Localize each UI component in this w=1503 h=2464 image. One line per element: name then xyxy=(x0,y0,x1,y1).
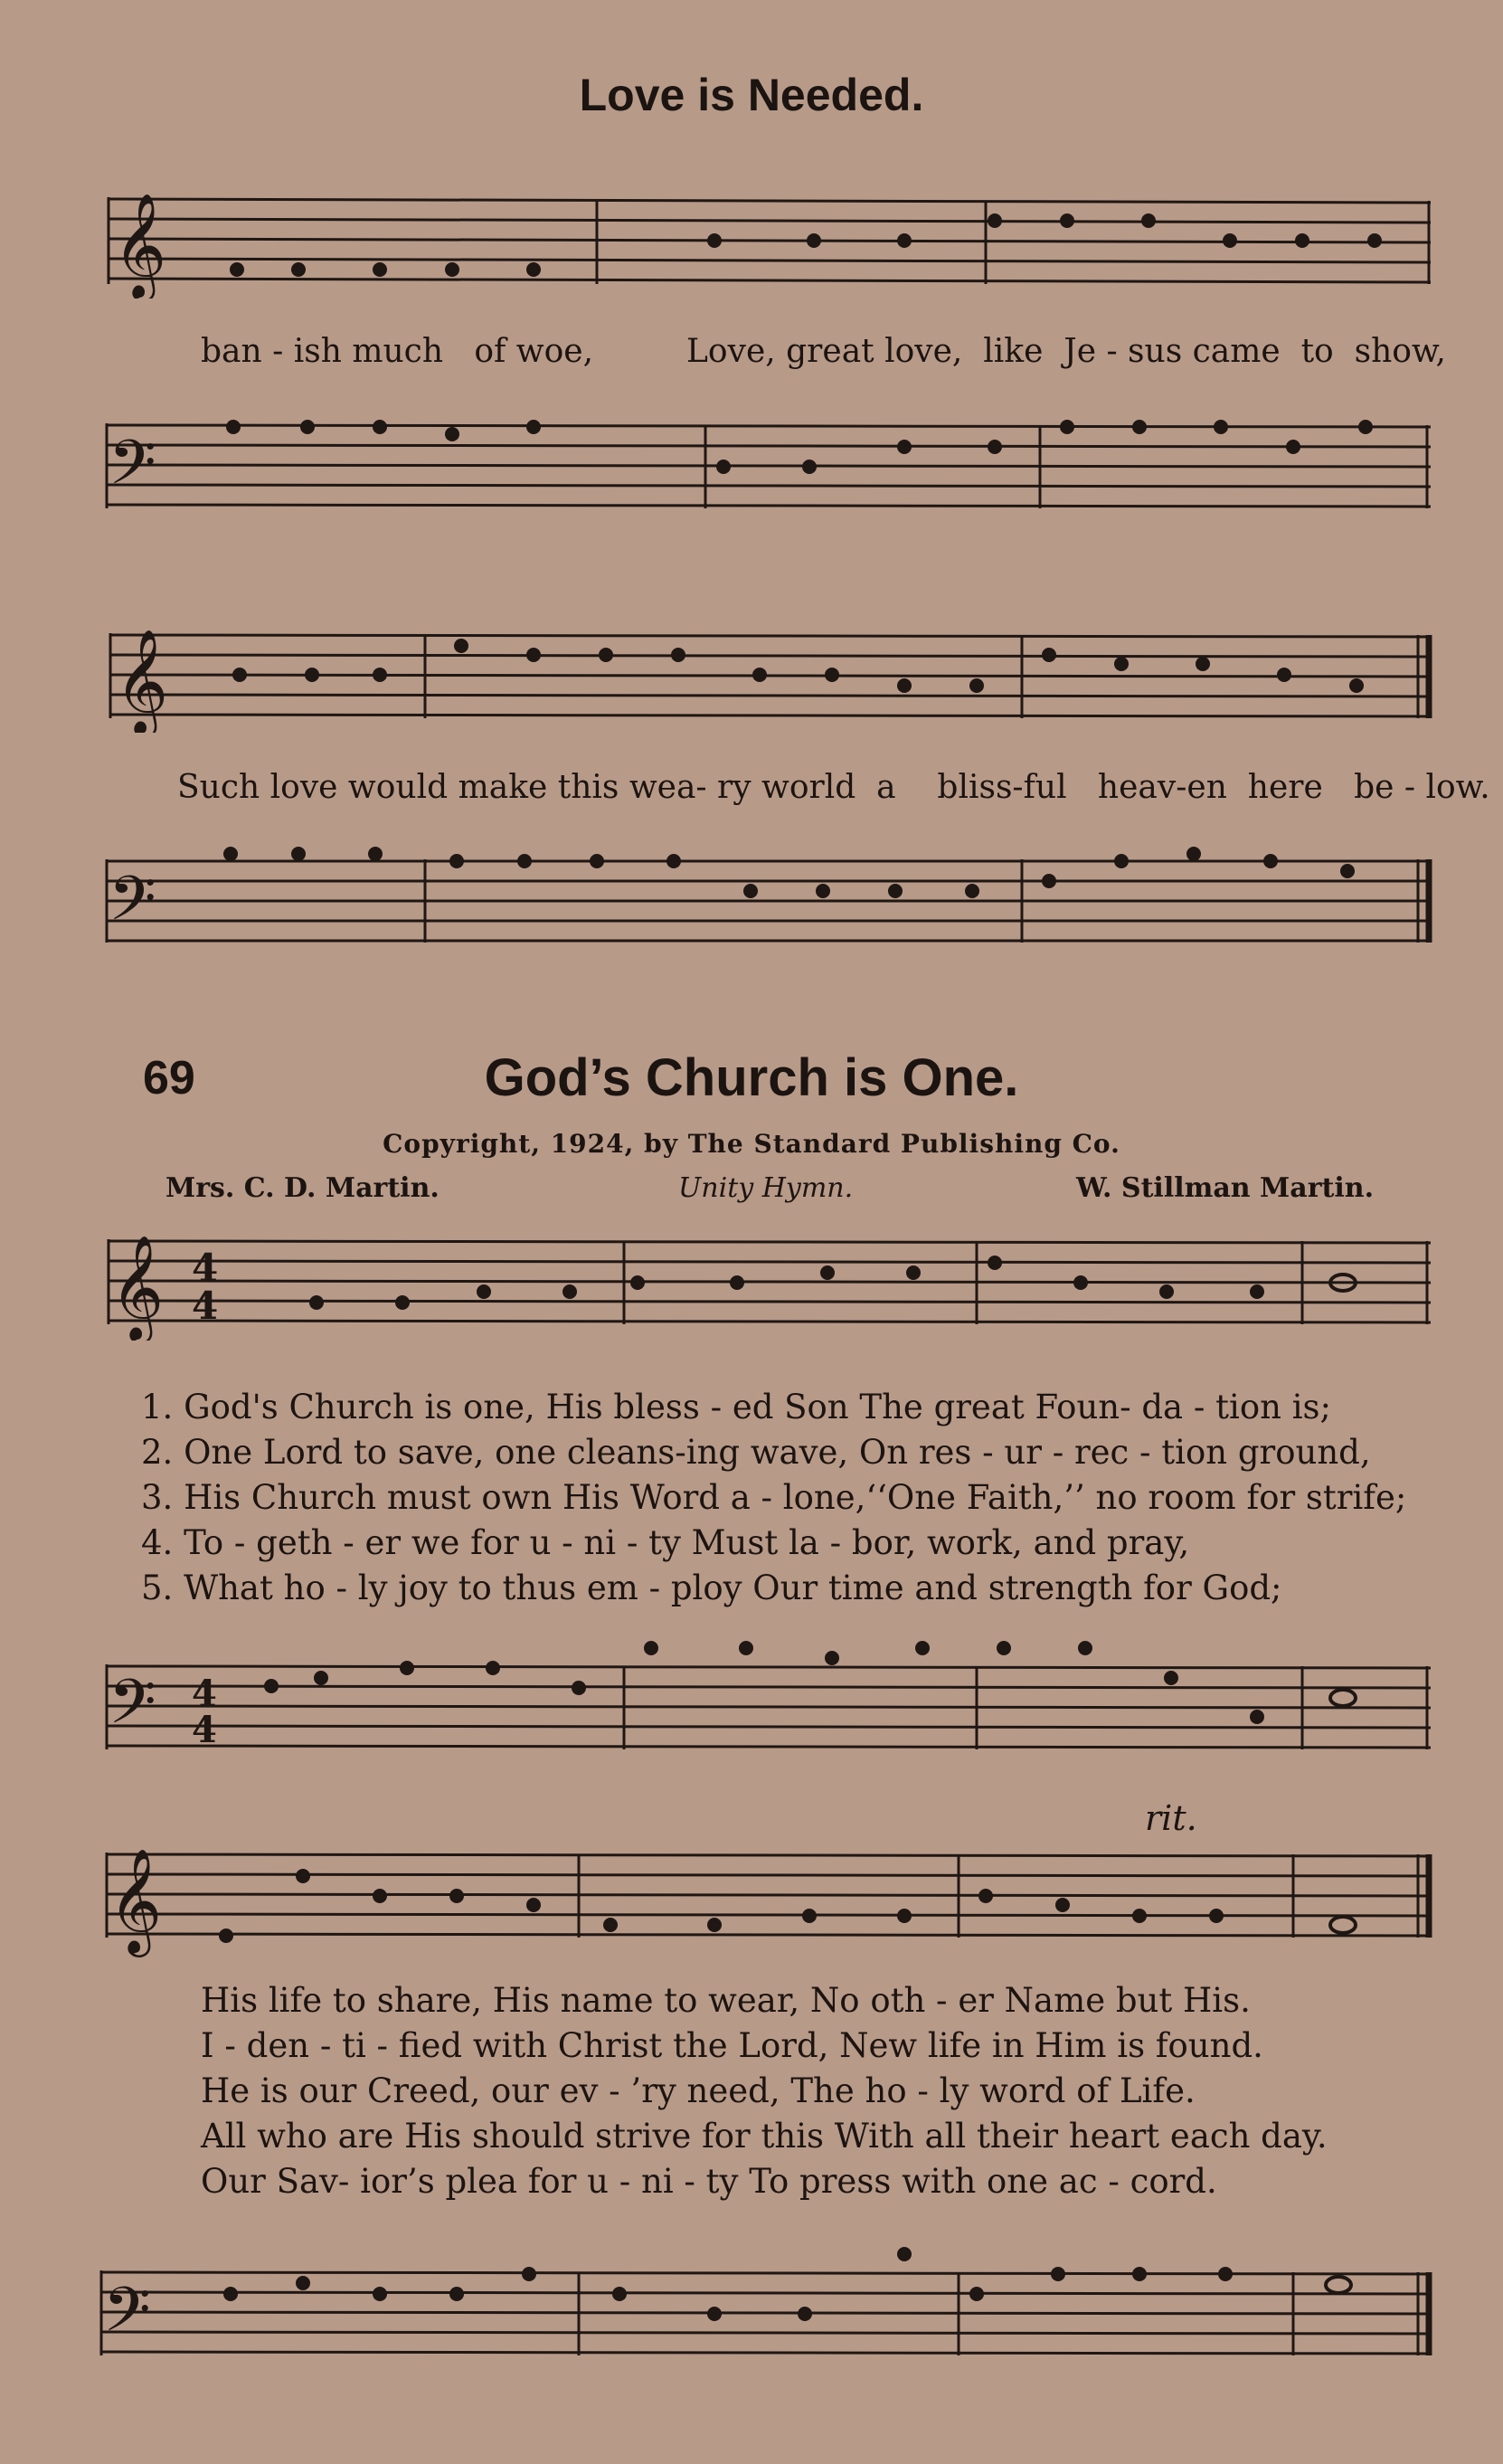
svg-text:4: 4 xyxy=(192,1709,217,1751)
svg-text:𝄢: 𝄢 xyxy=(109,428,156,514)
hymn-number: 69 xyxy=(143,1052,195,1104)
verse-2-line-a: 2. One Lord to save, one cleans-ing wave, On res - ur - rec - tion ground, xyxy=(141,1433,1371,1472)
verse-5-line-a: 5. What ho - ly joy to thus em - ploy Our time and strength for God; xyxy=(141,1568,1282,1607)
verse-5-line-b: Our Sav- ior’s plea for u - ni - ty To press with one ac - cord. xyxy=(201,2162,1217,2201)
svg-text:𝄢: 𝄢 xyxy=(103,2275,151,2361)
verse-4-line-a: 4. To - geth - er we for u - ni - ty Must la - bor, work, and pray, xyxy=(141,1523,1190,1562)
staff-system-4-bass xyxy=(0,2216,1503,2379)
svg-text:4: 4 xyxy=(192,1284,219,1328)
lyricist-credit: Mrs. C. D. Martin. xyxy=(165,1172,440,1204)
tempo-marking-rit: rit. xyxy=(1145,1798,1197,1838)
staff-system-1-treble xyxy=(0,190,1503,299)
hymn-title-love-is-needed: Love is Needed. xyxy=(579,70,924,120)
svg-text:𝄢: 𝄢 xyxy=(109,864,156,950)
staff-system-2-treble xyxy=(0,624,1503,733)
hymn-title-gods-church-is-one: God’s Church is One. xyxy=(484,1048,1019,1107)
verse-2-line-b: I - den - ti - fied with Christ the Lord, New life in Him is found. xyxy=(201,2026,1263,2065)
svg-text:4: 4 xyxy=(192,1246,219,1290)
svg-text:𝄞: 𝄞 xyxy=(109,1847,163,1953)
staff-system-3-treble xyxy=(0,1223,1503,1341)
verse-3-line-a: 3. His Church must own His Word a - lone,‘‘One Faith,’’ no room for strife; xyxy=(141,1478,1407,1517)
svg-text:𝄞: 𝄞 xyxy=(115,628,169,733)
svg-text:𝄞: 𝄞 xyxy=(110,1234,165,1340)
hymn1-lyric-line-1: ban - ish much of woe, Love, great love, like Je - sus came to show, xyxy=(201,333,1446,370)
tune-name: Unity Hymn. xyxy=(678,1172,854,1204)
staff-system-1-bass xyxy=(0,407,1503,525)
verse-4-line-b: All who are His should strive for this With all their heart each day. xyxy=(201,2117,1328,2156)
composer-credit: W. Stillman Martin. xyxy=(1076,1172,1375,1204)
svg-text:𝄞: 𝄞 xyxy=(113,192,167,298)
staff-system-3-bass xyxy=(0,1628,1503,1773)
copyright-notice: Copyright, 1924, by The Standard Publishing Co. xyxy=(383,1129,1120,1159)
hymn1-lyric-line-2: Such love would make this wea- ry world a bliss-ful heav-en here be - low. xyxy=(177,769,1490,806)
staff-system-4-treble xyxy=(0,1836,1503,1972)
staff-system-2-bass xyxy=(0,841,1503,977)
verse-1-line-a: 1. God's Church is one, His bless - ed Son The great Foun- da - tion is; xyxy=(141,1388,1331,1426)
svg-text:𝄢: 𝄢 xyxy=(109,1667,156,1753)
verse-3-line-b: He is our Creed, our ev - ’ry need, The ho - ly word of Life. xyxy=(201,2071,1196,2110)
svg-text:4: 4 xyxy=(192,1673,217,1715)
verse-1-line-b: His life to share, His name to wear, No oth - er Name but His. xyxy=(201,1981,1251,2020)
